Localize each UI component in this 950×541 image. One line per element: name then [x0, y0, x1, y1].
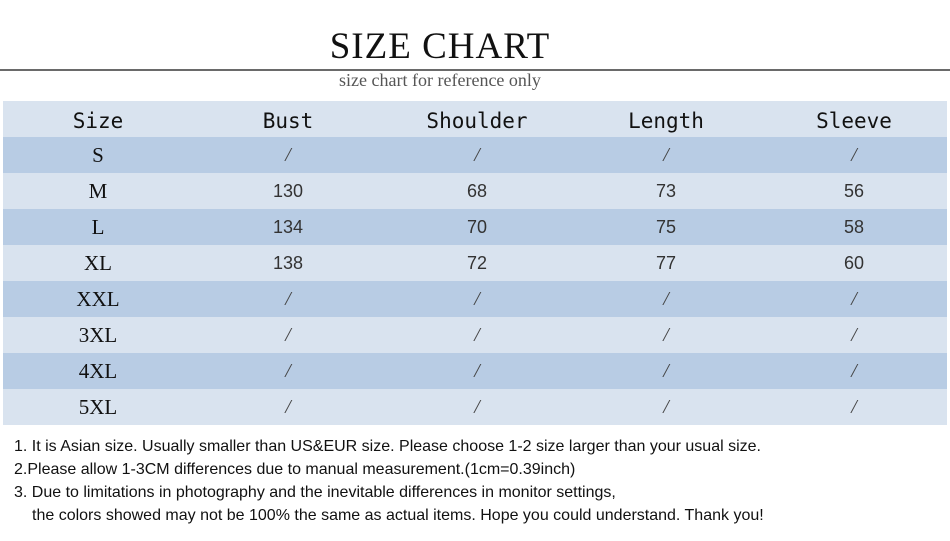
cell-sleeve: / [851, 143, 857, 166]
table-header-row [3, 101, 947, 137]
cell-size: 3XL [78, 322, 118, 347]
cell-bust: / [285, 323, 291, 346]
note-3: 3. Due to limitations in photography and the inevitable differences in monitor settings, [14, 484, 616, 501]
cell-bust: 130 [272, 180, 304, 201]
note-3-continued: the colors showed may not be 100% the same as actual items. Hope you could understand. Thank you! [32, 507, 764, 524]
cell-sleeve: 60 [843, 252, 865, 273]
cell-length: / [663, 143, 669, 166]
table-row [3, 389, 947, 425]
cell-shoulder: / [474, 359, 480, 382]
cell-sleeve: / [851, 359, 857, 382]
header-size: Size [72, 109, 124, 133]
cell-bust: / [285, 143, 291, 166]
cell-size: 5XL [78, 394, 118, 419]
cell-length: 75 [655, 216, 677, 237]
table-row [3, 137, 947, 173]
cell-sleeve: / [851, 323, 857, 346]
cell-sleeve: / [851, 287, 857, 310]
cell-sleeve: / [851, 395, 857, 418]
cell-length: / [663, 395, 669, 418]
header-length: Length [628, 109, 704, 133]
cell-size: L [91, 214, 105, 239]
cell-shoulder: 70 [466, 216, 488, 237]
cell-bust: / [285, 359, 291, 382]
cell-size: XL [84, 250, 112, 275]
cell-size: 4XL [78, 358, 118, 383]
cell-shoulder: / [474, 287, 480, 310]
page-subtitle: size chart for reference only [339, 70, 541, 90]
note-2: 2.Please allow 1-3CM differences due to manual measurement.(1cm=0.39inch) [14, 461, 576, 478]
cell-shoulder: / [474, 143, 480, 166]
table-body [3, 137, 947, 425]
cell-shoulder: / [474, 395, 480, 418]
cell-length: 77 [655, 252, 677, 273]
table-row [3, 173, 947, 209]
header-shoulder: Shoulder [426, 109, 528, 133]
table-row [3, 353, 947, 389]
cell-length: / [663, 359, 669, 382]
notes [14, 435, 764, 527]
header-sleeve: Sleeve [816, 109, 892, 133]
cell-size: S [92, 142, 104, 167]
cell-sleeve: 58 [843, 216, 865, 237]
table-row [3, 317, 947, 353]
note-1: 1. It is Asian size. Usually smaller than US&EUR size. Please choose 1-2 size larger than your usual size. [14, 438, 761, 455]
cell-bust: / [285, 395, 291, 418]
cell-length: / [663, 287, 669, 310]
cell-length: 73 [655, 180, 677, 201]
table-row [3, 245, 947, 281]
table-row [3, 281, 947, 317]
cell-shoulder: 68 [466, 180, 488, 201]
cell-bust: 138 [272, 252, 304, 273]
cell-size: M [88, 178, 108, 203]
cell-sleeve: 56 [843, 180, 865, 201]
header-bust: Bust [262, 109, 314, 133]
cell-size: XXL [76, 286, 120, 311]
cell-bust: / [285, 287, 291, 310]
cell-bust: 134 [272, 216, 304, 237]
table-row [3, 209, 947, 245]
cell-length: / [663, 323, 669, 346]
size-table [3, 101, 947, 425]
cell-shoulder: / [474, 323, 480, 346]
cell-shoulder: 72 [466, 252, 488, 273]
page-title: SIZE CHART [329, 26, 551, 67]
